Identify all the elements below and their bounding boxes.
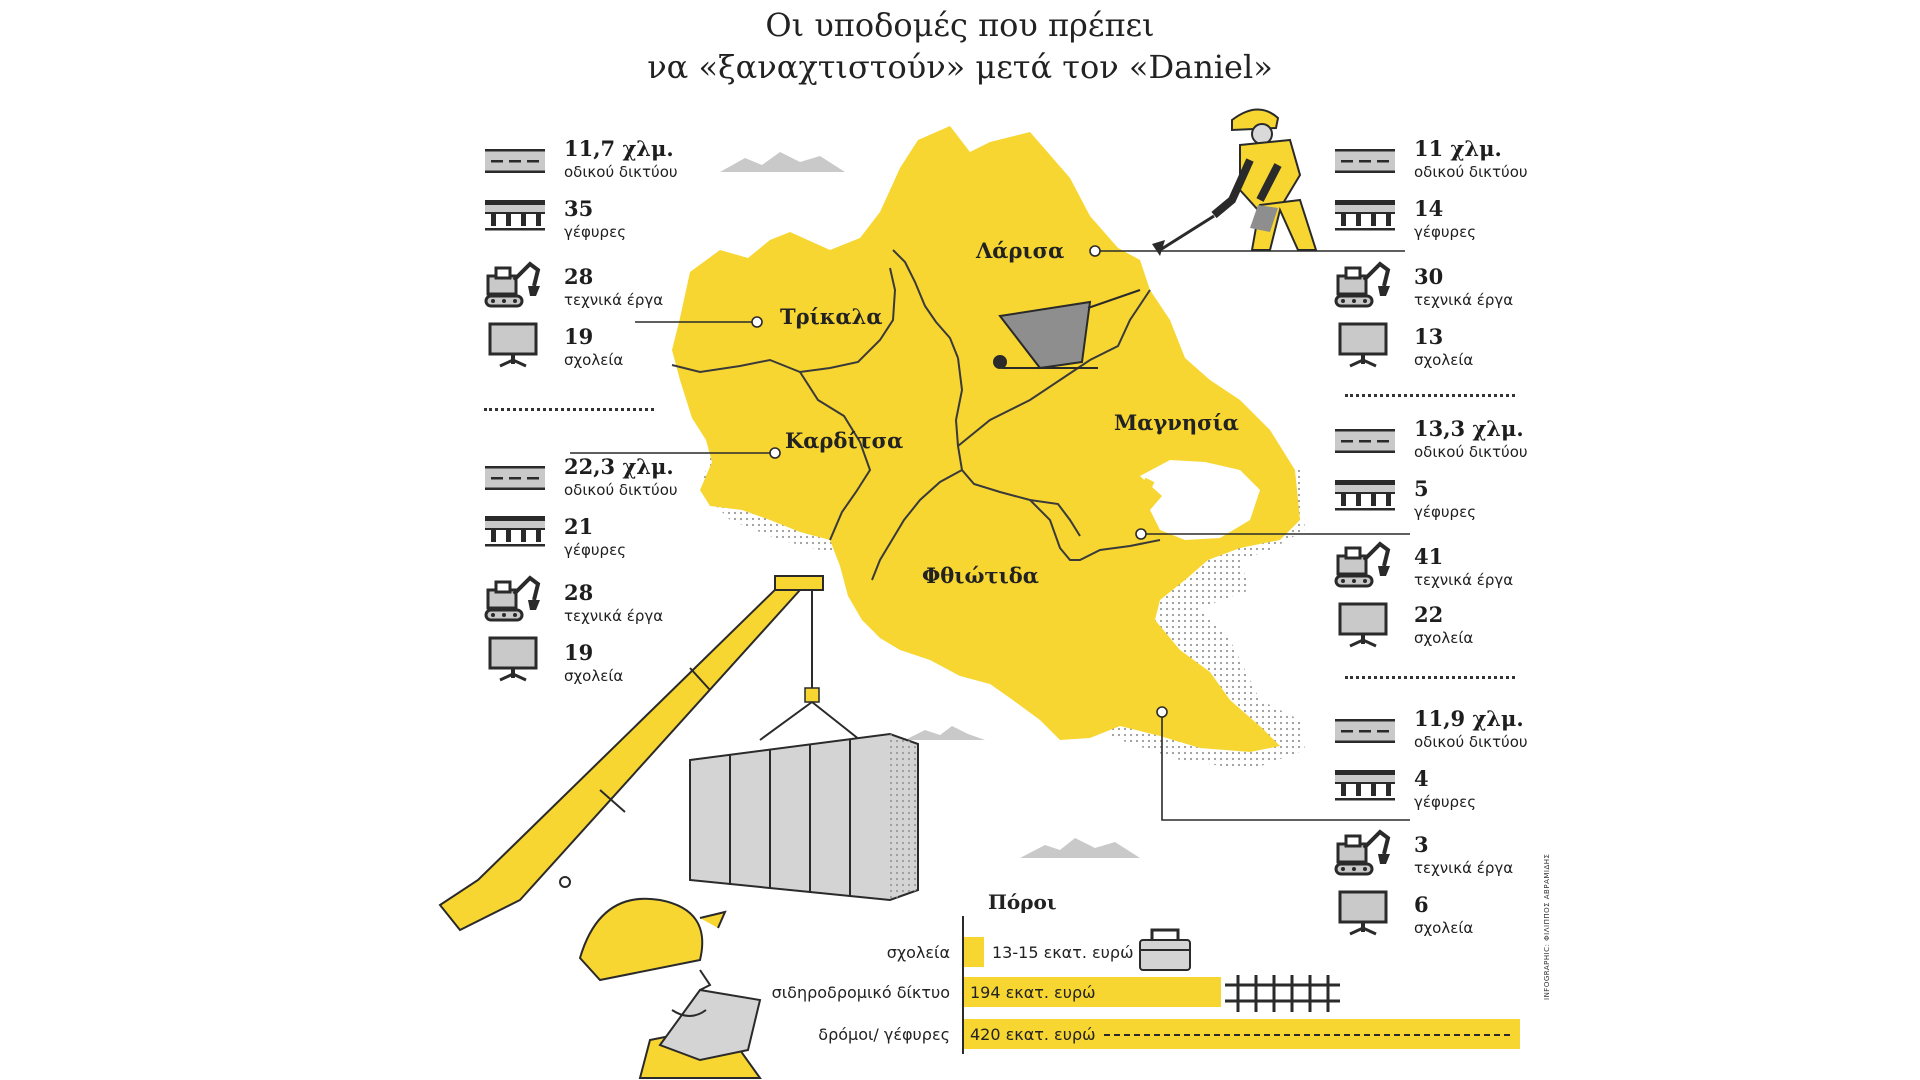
resource-value: 420 εκατ. ευρώ bbox=[970, 1025, 1096, 1044]
karditsa-schools-label: σχολεία bbox=[564, 667, 624, 685]
section-divider bbox=[1345, 676, 1515, 679]
concrete-block-illustration bbox=[690, 734, 918, 900]
trikala-schools-label: σχολεία bbox=[564, 351, 624, 369]
school-monitor-icon bbox=[1338, 890, 1388, 936]
fthiotida-schools-label: σχολεία bbox=[1414, 919, 1474, 937]
larisa-bridges-label: γέφυρες bbox=[1414, 223, 1476, 241]
karditsa-bridges-label: γέφυρες bbox=[564, 541, 626, 559]
region-label-karditsa: Καρδίτσα bbox=[785, 428, 904, 453]
school-monitor-icon bbox=[488, 322, 538, 368]
rail-track-icon bbox=[1225, 975, 1340, 1012]
trikala-bridges-value: 35 bbox=[564, 196, 594, 221]
excavator-icon bbox=[1334, 538, 1394, 588]
larisa-bridges-value: 14 bbox=[1414, 196, 1444, 221]
larisa-road-label: οδικού δικτύου bbox=[1414, 163, 1528, 181]
trikala-road-value: 11,7 χλμ. bbox=[564, 136, 674, 161]
magnisia-road-value: 13,3 χλμ. bbox=[1414, 416, 1524, 441]
resource-bar bbox=[964, 937, 984, 967]
trikala-works-label: τεχνικά έργα bbox=[564, 291, 664, 309]
larisa-road-value: 11 χλμ. bbox=[1414, 136, 1502, 161]
excavator-icon bbox=[484, 258, 544, 308]
region-label-magnisia: Μαγνησία bbox=[1114, 410, 1239, 435]
fthiotida-works-value: 3 bbox=[1414, 832, 1429, 857]
section-divider bbox=[1345, 394, 1515, 397]
magnisia-works-label: τεχνικά έργα bbox=[1414, 571, 1514, 589]
title-line-2: να «ξαναχτιστούν» μετά τον «Daniel» bbox=[647, 48, 1273, 86]
region-label-fthiotida: Φθιώτιδα bbox=[922, 563, 1039, 588]
trikala-works-value: 28 bbox=[564, 264, 594, 289]
title-line-1: Οι υποδομές που πρέπει bbox=[765, 6, 1155, 44]
road-icon bbox=[1334, 148, 1396, 174]
road-icon bbox=[484, 148, 546, 174]
magnisia-bridges-label: γέφυρες bbox=[1414, 503, 1476, 521]
larisa-works-value: 30 bbox=[1414, 264, 1444, 289]
karditsa-road-label: οδικού δικτύου bbox=[564, 481, 678, 499]
excavator-icon bbox=[1334, 826, 1394, 876]
larisa-schools-label: σχολεία bbox=[1414, 351, 1474, 369]
magnisia-bridges-value: 5 bbox=[1414, 476, 1429, 501]
region-label-trikala: Τρίκαλα bbox=[780, 304, 883, 329]
resource-value: 194 εκατ. ευρώ bbox=[970, 983, 1096, 1002]
resources-title: Πόροι bbox=[988, 890, 1057, 914]
bridge-icon bbox=[484, 514, 546, 550]
excavator-icon bbox=[484, 572, 544, 622]
magnisia-schools-value: 22 bbox=[1414, 602, 1444, 627]
larisa-schools-value: 13 bbox=[1414, 324, 1444, 349]
fthiotida-road-label: οδικού δικτύου bbox=[1414, 733, 1528, 751]
toolbox-icon bbox=[1140, 930, 1190, 970]
fthiotida-bridges-value: 4 bbox=[1414, 766, 1429, 791]
karditsa-schools-value: 19 bbox=[564, 640, 594, 665]
karditsa-works-label: τεχνικά έργα bbox=[564, 607, 664, 625]
region-label-larisa: Λάρισα bbox=[976, 238, 1065, 263]
worker-shovel-illustration bbox=[1152, 109, 1316, 256]
larisa-works-label: τεχνικά έργα bbox=[1414, 291, 1514, 309]
bridge-icon bbox=[1334, 198, 1396, 234]
karditsa-bridges-value: 21 bbox=[564, 514, 594, 539]
resource-label: δρόμοι/ γέφυρες bbox=[818, 1025, 950, 1044]
road-icon bbox=[1334, 428, 1396, 454]
fthiotida-works-label: τεχνικά έργα bbox=[1414, 859, 1514, 877]
karditsa-works-value: 28 bbox=[564, 580, 594, 605]
fthiotida-bridges-label: γέφυρες bbox=[1414, 793, 1476, 811]
trikala-bridges-label: γέφυρες bbox=[564, 223, 626, 241]
bridge-icon bbox=[1334, 478, 1396, 514]
fthiotida-schools-value: 6 bbox=[1414, 892, 1429, 917]
magnisia-schools-label: σχολεία bbox=[1414, 629, 1474, 647]
bridge-icon bbox=[1334, 768, 1396, 804]
magnisia-road-label: οδικού δικτύου bbox=[1414, 443, 1528, 461]
trikala-road-label: οδικού δικτύου bbox=[564, 163, 678, 181]
karditsa-road-value: 22,3 χλμ. bbox=[564, 454, 674, 479]
bridge-icon bbox=[484, 198, 546, 234]
school-monitor-icon bbox=[488, 636, 538, 682]
infographic-credit: INFOGRAPHIC: ΦΙΛΙΠΠΟΣ ΑΒΡΑΜΙΔΗΣ bbox=[1543, 853, 1551, 1000]
school-monitor-icon bbox=[1338, 322, 1388, 368]
resource-value: 13-15 εκατ. ευρώ bbox=[992, 943, 1134, 962]
fthiotida-road-value: 11,9 χλμ. bbox=[1414, 706, 1524, 731]
road-icon bbox=[1334, 718, 1396, 744]
resource-bar-dashes bbox=[1104, 1034, 1510, 1036]
road-icon bbox=[484, 465, 546, 491]
resource-label: σχολεία bbox=[886, 943, 950, 962]
magnisia-works-value: 41 bbox=[1414, 544, 1444, 569]
resource-label: σιδηροδρομικό δίκτυο bbox=[771, 983, 950, 1002]
excavator-icon bbox=[1334, 258, 1394, 308]
school-monitor-icon bbox=[1338, 602, 1388, 648]
trikala-schools-value: 19 bbox=[564, 324, 594, 349]
section-divider bbox=[484, 408, 654, 411]
